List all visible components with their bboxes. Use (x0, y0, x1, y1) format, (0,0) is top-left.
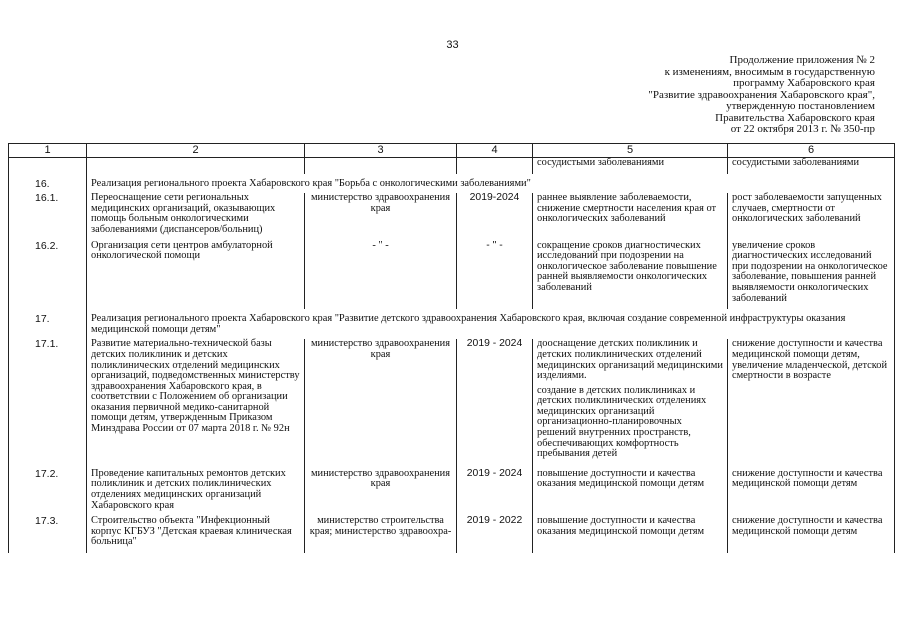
column-header: 1 (9, 144, 87, 158)
table-row (9, 241, 895, 310)
column-header: 2 (87, 144, 305, 158)
measure-name: Развитие материально-технической базы детских поликлиник и детских поликлинических отделений медицинских организаций, подведомственных министерству здравоохранения Хабаровского края, в соответствии с Положением об организации оказания первичной медико-санитарной помощи детям, утвержденным Приказом Минздрава России от 07 марта 2018 г. № 92н (87, 339, 305, 469)
executor: министерство здравоохранения края (305, 193, 457, 240)
section-title: Реализация регионального проекта Хабаровского края "Развитие детского здравоохранения Хабаровского края, включая создание современной инфраструктуры оказания медицинской помощи детям" (87, 309, 895, 339)
section-title: Реализация регионального проекта Хабаровского края "Борьба с онкологическими заболеваниями" (87, 174, 895, 194)
section-row (9, 309, 895, 339)
continuation-result: сосудистыми заболеваниями (533, 158, 728, 174)
period: 2019 - 2024 (457, 339, 533, 469)
row-number: 17.1. (9, 339, 87, 469)
table-row (9, 193, 895, 240)
measures-table (8, 143, 895, 553)
table-row (9, 516, 895, 553)
appendix-header (535, 55, 875, 136)
expected-result-paragraph: создание в детских поликлиниках и детских поликлинических отделениях медицинских организаций организационно-планировочных решений внутренних пространств, обеспечивающих комфортность пребывания детей (537, 384, 707, 460)
expected-result: сокращение сроков диагностических исследований при подозрении на онкологическое заболевание повышение ранней выявляемости онкологических заболеваний (533, 241, 728, 310)
expected-result: повышение доступности и качества оказания медицинской помощи детям (533, 516, 728, 553)
continuation-row (9, 158, 895, 174)
expected-result: повышение доступности и качества оказания медицинской помощи детям (533, 469, 728, 516)
page-number: 33 (446, 39, 459, 51)
expected-result: раннее выявление заболеваемости, снижение смертности населения края от онкологических заболеваний (533, 193, 728, 240)
column-header: 3 (305, 144, 457, 158)
column-header: 4 (457, 144, 533, 158)
measure-name: Строительство объекта "Инфекционный корпус КГБУЗ "Детская краевая клиническая больница" (87, 516, 305, 553)
column-header: 6 (728, 144, 895, 158)
table-row (9, 339, 895, 469)
header-line: программу Хабаровского края (733, 77, 875, 89)
measure-name: Переоснащение сети региональных медицинских организаций, оказывающих помощь больным онкологическими заболеваниями (диспансеров/больниц) (87, 193, 305, 240)
measure-name: Проведение капитальных ремонтов детских поликлиник и детских поликлинических отделениях медицинских организаций Хабаровского края (87, 469, 305, 516)
section-row (9, 174, 895, 194)
header-line: утвержденную постановлением (726, 100, 875, 112)
column-number-row (9, 144, 895, 158)
consequence: рост заболеваемости запущенных случаев, смертности от онкологических заболеваний (728, 193, 895, 240)
measure-name: Организация сети центров амбулаторной онкологической помощи (87, 241, 305, 310)
executor: министерство здравоохранения края (305, 469, 457, 516)
row-number: 16.2. (9, 241, 87, 310)
section-number: 17. (9, 309, 87, 339)
header-line: от 22 октября 2013 г. № 350-пр (730, 123, 875, 135)
consequence: снижение доступности и качества медицинской помощи детям (728, 469, 895, 516)
header-line: к изменениям, вносимым в государственную (664, 65, 875, 78)
expected-result-paragraph: дооснащение детских поликлиник и детских поликлинических отделений медицинских организаций медицинскими изделиями. (537, 338, 723, 382)
consequence: снижение доступности и качества медицинской помощи детям (728, 516, 895, 553)
period: 2019 - 2024 (457, 469, 533, 516)
column-header: 5 (533, 144, 728, 158)
continuation-consequence: сосудистыми заболеваниями (728, 158, 895, 174)
consequence: увеличение сроков диагностических исследований при подозрении на онкологическое заболевание, повышения ранней выявляемости онкологических заболеваний (728, 241, 895, 310)
executor: - " - (305, 241, 457, 310)
header-line: Продолжение приложения № 2 (729, 54, 875, 66)
executor: министерство строительства края; министерство здравоохра- (305, 516, 457, 553)
period: 2019 - 2022 (457, 516, 533, 553)
period: - " - (457, 241, 533, 310)
row-number: 17.3. (9, 516, 87, 553)
period: 2019-2024 (457, 193, 533, 240)
executor: министерство здравоохранения края (305, 339, 457, 469)
header-line: Правительства Хабаровского края (715, 111, 875, 124)
section-number: 16. (9, 174, 87, 194)
table-row (9, 469, 895, 516)
header-line: "Развитие здравоохранения Хабаровского края", (648, 88, 875, 101)
expected-result (533, 339, 728, 469)
consequence: снижение доступности и качества медицинской помощи детям, увеличение младенческой, детской смертности в возрасте (728, 339, 895, 469)
row-number: 16.1. (9, 193, 87, 240)
row-number: 17.2. (9, 469, 87, 516)
